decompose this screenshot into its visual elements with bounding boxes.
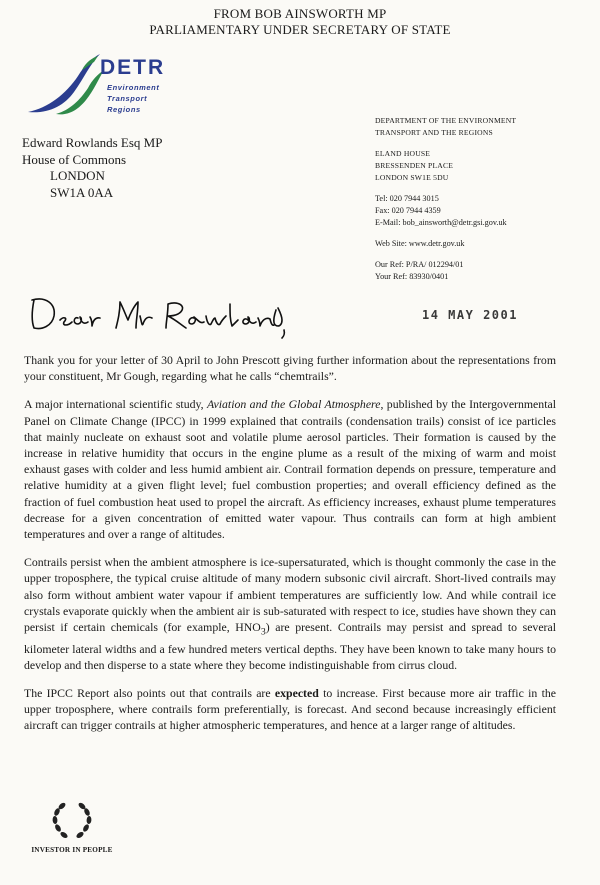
handwritten-salutation bbox=[28, 290, 288, 340]
logo-sub-environment: Environment bbox=[107, 83, 160, 92]
date-stamp: 14 MAY 2001 bbox=[422, 308, 518, 322]
department-details bbox=[375, 115, 516, 292]
dept-name-line1: DEPARTMENT OF THE ENVIRONMENT bbox=[375, 116, 517, 125]
letterhead-header bbox=[0, 6, 600, 38]
logo-sub-regions: Regions bbox=[107, 105, 141, 114]
recipient-postcode: SW1A 0AA bbox=[50, 184, 114, 200]
logo-sub-transport: Transport bbox=[107, 94, 148, 103]
letter-body bbox=[24, 352, 556, 746]
recipient-house: House of Commons bbox=[22, 151, 126, 167]
dept-address-line3: LONDON SW1E 5DU bbox=[375, 173, 449, 182]
investor-in-people-badge bbox=[22, 798, 122, 854]
dept-telephone: Tel: 020 7944 3015 bbox=[375, 194, 439, 203]
emphasis-expected: expected bbox=[274, 686, 319, 701]
dept-address-line1: ELAND HOUSE bbox=[375, 149, 431, 158]
investor-in-people-text: INVESTOR IN PEOPLE bbox=[31, 846, 113, 854]
laurel-wreath-icon bbox=[49, 798, 95, 844]
your-reference: Your Ref: 83930/0401 bbox=[375, 272, 449, 281]
paragraph-4: The IPCC Report also points out that contrails are expected to increase. First because more air traffic in the upper troposphere, where contrails form preferentially, is forecast. And second because increasingly efficient aircraft can trigger contrails at higher atmospheric temperatures, and hence at a larger range of altitudes. bbox=[24, 686, 556, 733]
dept-website: Web Site: www.detr.gov.uk bbox=[375, 239, 465, 248]
paragraph-3: Contrails persist when the ambient atmosphere is ice-supersaturated, which is thought commonly the case in the upper troposphere, the typical cruise altitude of many modern subsonic civil aircraft. Short-lived contrails may also form without ambient water vapour if ambient temperatures are sufficiently low. And while contrail ice crystals evaporate quickly when the ambient air is sub-saturated with respect to ice, studies have shown they can persist if certain chemicals (for example, $HNO_3$) are present. Contrails may persist and spread to several kilometer lateral widths and a few hundred meters vertical depths. They have been known to take many hours to develop and then disperse to a state where they become indistinguishable from cirrus cloud. bbox=[24, 555, 557, 672]
paragraph-2: A major international scientific study, Aviation and the Global Atmosphere, published by the Intergovernmental Panel on Climate Change (IPCC) in 1999 explained that contrails (condensation trails) consist of ice particles that mainly nucleate on exhaust soot and volatile plume aerosol particles. Their formation is caused by the increase in relative humidity that occurs in the engine plume as a result of the mixing of warm and moist exhaust gases with colder and less humid ambient air. Contrail formation depends on pressure, temperature and relative humidity at a given flight level; fuel combustion properties; and overall efficiency defined as the fraction of fuel combustion heat used to propel the aircraft. As efficiency increases, exhaust plume temperatures decrease for a given concentration of emitted water vapour. Thus contrails can form at high ambient temperatures and over a range of altitudes. bbox=[24, 397, 556, 542]
dept-name-line2: TRANSPORT AND THE REGIONS bbox=[375, 128, 493, 137]
sender-title: PARLIAMENTARY UNDER SECRETARY OF STATE bbox=[149, 22, 451, 37]
sender-name: FROM BOB AINSWORTH MP bbox=[213, 6, 387, 21]
logo-wordmark: DETR bbox=[100, 56, 166, 79]
recipient-city: LONDON bbox=[50, 168, 105, 183]
recipient-name: Edward Rowlands Esq MP bbox=[22, 135, 163, 150]
our-reference: Our Ref: P/RA/ 012294/01 bbox=[375, 260, 464, 269]
report-title: Aviation and the Global Atmosphere bbox=[206, 397, 381, 412]
logo-subtitle bbox=[107, 82, 159, 115]
recipient-address bbox=[22, 135, 162, 201]
paragraph-1: Thank you for your letter of 30 April to John Prescott giving further information about the representations from your constituent, Mr Gough, regarding what he calls “chemtrails”. bbox=[24, 353, 556, 384]
salutation-text: Dear Mr Rowlands, bbox=[28, 339, 36, 340]
dept-fax: Fax: 020 7944 4359 bbox=[375, 206, 441, 215]
dept-email: E-Mail: bob_ainsworth@detr.gsi.gov.uk bbox=[375, 218, 507, 227]
dept-address-line2: BRESSENDEN PLACE bbox=[375, 161, 454, 170]
